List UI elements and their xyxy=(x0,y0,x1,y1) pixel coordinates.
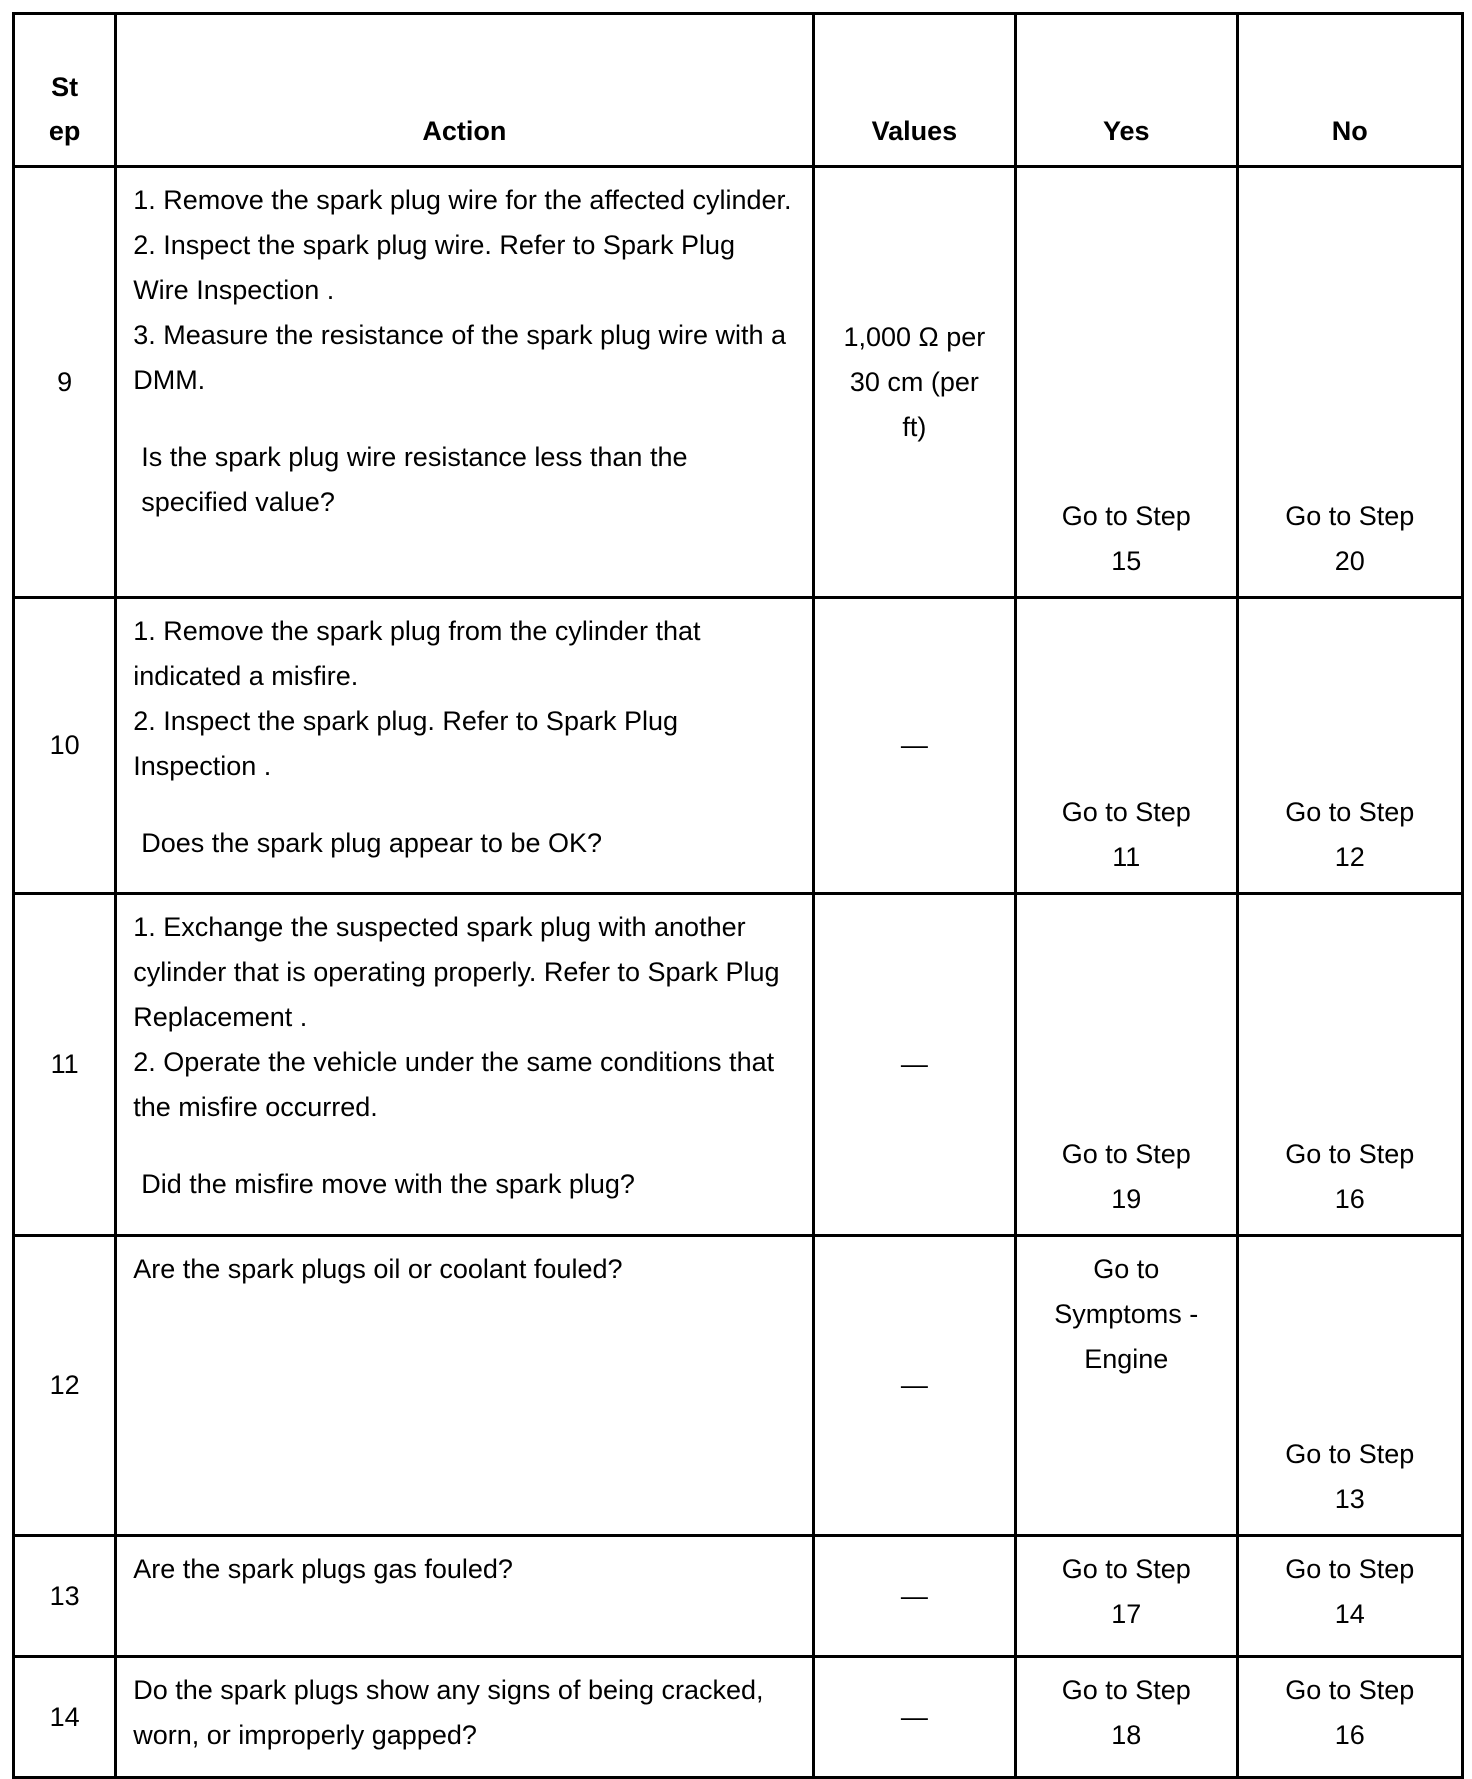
action-item: 1. Remove the spark plug from the cylinder that indicated a misfire. xyxy=(133,616,701,691)
table-row xyxy=(14,1657,1463,1778)
action-question: Did the misfire move with the spark plug? xyxy=(141,1169,635,1199)
yes-cell xyxy=(1016,1236,1237,1536)
value-cell: — xyxy=(813,1657,1015,1778)
no-link[interactable]: Go to Step 20 xyxy=(1285,501,1415,576)
action-question: Do the spark plugs show any signs of being cracked, worn, or improperly gapped? xyxy=(133,1675,764,1750)
step-number: 12 xyxy=(14,1236,116,1536)
no-link[interactable]: Go to Step 12 xyxy=(1285,797,1415,872)
step-number: 14 xyxy=(14,1657,116,1778)
header-row xyxy=(14,14,1463,167)
no-cell xyxy=(1237,1657,1463,1778)
value-cell: — xyxy=(813,894,1015,1236)
action-item: 2. Inspect the spark plug. Refer to Spark Plug Inspection . xyxy=(133,706,679,781)
value-cell: — xyxy=(813,1236,1015,1536)
action-item: 1. Exchange the suspected spark plug with another cylinder that is operating properly. Refer to Spark Plug Replacement . xyxy=(133,912,780,1032)
no-cell xyxy=(1237,1236,1463,1536)
action-cell xyxy=(116,167,813,598)
action-cell xyxy=(116,1536,813,1657)
yes-link[interactable]: Go to Step 19 xyxy=(1061,1139,1191,1214)
step-number: 9 xyxy=(14,167,116,598)
yes-cell xyxy=(1016,167,1237,598)
yes-link[interactable]: Go to Step 18 xyxy=(1061,1675,1191,1750)
header-action: Action xyxy=(116,14,813,167)
yes-link[interactable]: Go to Step 11 xyxy=(1061,797,1191,872)
value-cell: — xyxy=(813,1536,1015,1657)
diagnostic-table xyxy=(12,12,1464,1779)
action-cell xyxy=(116,1657,813,1778)
no-link[interactable]: Go to Step 14 xyxy=(1285,1554,1415,1629)
yes-cell xyxy=(1016,894,1237,1236)
action-item: 2. Inspect the spark plug wire. Refer to Spark Plug Wire Inspection . xyxy=(133,230,736,305)
no-link[interactable]: Go to Step 13 xyxy=(1285,1439,1415,1514)
table-row xyxy=(14,1536,1463,1657)
diagnostic-table-container xyxy=(12,12,1464,1779)
step-number: 11 xyxy=(14,894,116,1236)
value-cell: — xyxy=(813,598,1015,894)
yes-cell xyxy=(1016,1657,1237,1778)
yes-link[interactable]: Go to Step 15 xyxy=(1061,501,1191,576)
step-number: 10 xyxy=(14,598,116,894)
header-no: No xyxy=(1237,14,1463,167)
action-question: Does the spark plug appear to be OK? xyxy=(141,828,602,858)
table-row xyxy=(14,598,1463,894)
action-cell xyxy=(116,894,813,1236)
header-yes: Yes xyxy=(1016,14,1237,167)
action-item: 3. Measure the resistance of the spark plug wire with a DMM. xyxy=(133,320,787,395)
action-cell xyxy=(116,598,813,894)
action-question: Are the spark plugs gas fouled? xyxy=(133,1554,513,1584)
action-question: Is the spark plug wire resistance less than the specified value? xyxy=(141,442,688,517)
no-link[interactable]: Go to Step 16 xyxy=(1285,1139,1415,1214)
no-cell xyxy=(1237,167,1463,598)
yes-link[interactable]: Go to Step 17 xyxy=(1061,1554,1191,1629)
no-cell xyxy=(1237,1536,1463,1657)
yes-link[interactable]: Go to Symptoms - Engine xyxy=(1054,1254,1199,1374)
no-cell xyxy=(1237,894,1463,1236)
header-step xyxy=(14,14,116,167)
yes-cell xyxy=(1016,1536,1237,1657)
header-values: Values xyxy=(813,14,1015,167)
value-text: 1,000 Ω per 30 cm (per ft) xyxy=(843,321,986,442)
action-item: 2. Operate the vehicle under the same conditions that the misfire occurred. xyxy=(133,1047,775,1122)
action-question: Are the spark plugs oil or coolant fouled? xyxy=(133,1254,623,1284)
table-row xyxy=(14,167,1463,598)
no-link[interactable]: Go to Step 16 xyxy=(1285,1675,1415,1750)
table-row xyxy=(14,1236,1463,1536)
yes-cell xyxy=(1016,598,1237,894)
value-cell xyxy=(813,167,1015,598)
action-item: 1. Remove the spark plug wire for the affected cylinder. xyxy=(133,185,792,215)
header-step-label: St ep xyxy=(48,72,81,146)
table-row xyxy=(14,894,1463,1236)
action-cell xyxy=(116,1236,813,1536)
no-cell xyxy=(1237,598,1463,894)
step-number: 13 xyxy=(14,1536,116,1657)
